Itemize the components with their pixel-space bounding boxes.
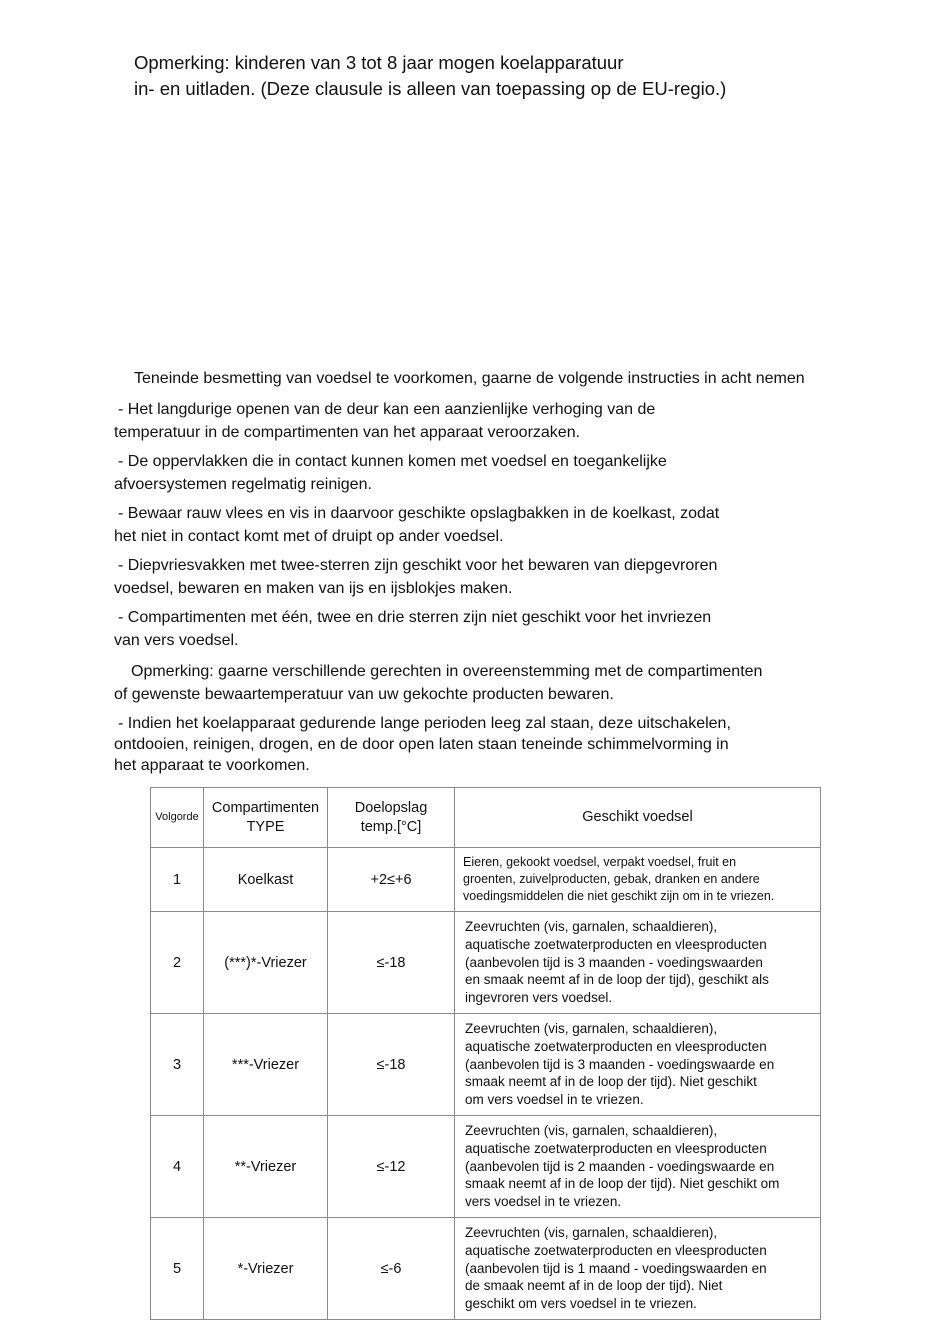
note-children-line-2: in- en uitladen. (Deze clausule is alleen van toepassing op de EU-regio.) [134,78,727,99]
food-line: Zeevruchten (vis, garnalen, schaaldieren), [465,1021,718,1036]
food-line: aquatische zoetwaterproducten en vleesproducten [465,1140,767,1156]
instruction-door-opening [114,398,834,444]
instruction-line: voedsel, bewaren en maken van ijs en ijsblokjes maken. [114,580,513,597]
food-line: (aanbevolen tijd is 2 maanden - voedingswaarde en [465,1158,775,1174]
cell-type: (***)*-Vriezer [204,912,328,1014]
food-line: Zeevruchten (vis, garnalen, schaaldieren), [465,1225,718,1240]
food-line: de smaak neemt af in de loop der tijd). Niet [465,1278,723,1294]
header-type-line-2: TYPE [246,818,285,835]
food-line: smaak neemt af in de loop der tijd). Niet geschikt om [465,1176,780,1192]
cell-food [455,1014,821,1116]
food-line: (aanbevolen tijd is 3 maanden - voedingswaarden [465,954,763,970]
instruction-line: - Indien het koelapparaat gedurende lange perioden leeg zal staan, deze uitschakelen, [118,715,731,732]
header-temp-line-2: temp.[°C] [360,818,422,835]
header-suitable-food: Geschikt voedsel [455,788,821,848]
food-line: aquatische zoetwaterproducten en vleesproducten [465,936,767,952]
instruction-two-star [114,554,834,600]
food-line: voedingsmiddelen die niet geschikt zijn om in te vriezen. [463,889,775,903]
contamination-intro: Teneinde besmetting van voedsel te voorkomen, gaarne de volgende instructies in acht nemen [134,370,805,387]
cell-order: 3 [151,1014,204,1116]
table-row [151,1116,821,1218]
food-line: (aanbevolen tijd is 3 maanden - voedingswaarde en [465,1056,775,1072]
food-line: ingevroren vers voedsel. [465,990,613,1006]
table-header-row [151,788,821,848]
instruction-line: - Het langdurige openen van de deur kan een aanzienlijke verhoging van de [118,401,656,418]
cell-order: 5 [151,1218,204,1320]
header-type-line-1: Compartimenten [211,799,320,816]
cell-temp: ≤-18 [328,1014,455,1116]
food-line: om vers voedsel in te vriezen. [465,1092,644,1108]
cell-type: **-Vriezer [204,1116,328,1218]
cell-temp: ≤-18 [328,912,455,1014]
table-row [151,848,821,912]
instruction-line: temperatuur in de compartimenten van het apparaat veroorzaken. [114,424,581,441]
header-order: Volgorde [151,788,204,848]
compartment-table [150,787,821,1320]
instruction-line: - Diepvriesvakken met twee-sterren zijn geschikt voor het bewaren van diepgevroren [118,557,718,574]
food-line: smaak neemt af in de loop der tijd). Niet geschikt [465,1074,757,1090]
instruction-line: het apparaat te voorkomen. [114,757,310,774]
cell-temp: ≤-6 [328,1218,455,1320]
instruction-line: - De oppervlakken die in contact kunnen komen met voedsel en toegankelijke [118,453,667,470]
cell-food [455,848,821,912]
food-line: groenten, zuivelproducten, gebak, dranken en andere [463,872,760,886]
food-line: Zeevruchten (vis, garnalen, schaaldieren), [465,1123,718,1138]
note-storage [114,660,834,706]
instruction-line: - Compartimenten met één, twee en drie sterren zijn niet geschikt voor het invriezen [118,609,712,626]
instruction-line: van vers voedsel. [114,632,239,649]
header-target-temp [328,788,455,848]
instruction-star-compartments [114,606,834,652]
food-line: vers voedsel in te vriezen. [465,1194,622,1210]
note-children [134,50,854,102]
cell-type: Koelkast [204,848,328,912]
instruction-line: het niet in contact komt met of druipt op ander voedsel. [114,528,504,545]
cell-type: *-Vriezer [204,1218,328,1320]
header-compartment-type [204,788,328,848]
instruction-empty-appliance [114,713,834,776]
cell-temp: +2≤+6 [328,848,455,912]
food-line: aquatische zoetwaterproducten en vleesproducten [465,1038,767,1054]
note-storage-line: of gewenste bewaartemperatuur van uw gekochte producten bewaren. [114,686,614,703]
instruction-line: ontdooien, reinigen, drogen, en de door open laten staan teneinde schimmelvorming in [114,736,729,753]
cell-order: 4 [151,1116,204,1218]
instruction-line: - Bewaar rauw vlees en vis in daarvoor geschikte opslagbakken in de koelkast, zodat [118,505,720,522]
cell-food [455,1218,821,1320]
cell-food [455,912,821,1014]
cell-food [455,1116,821,1218]
table-row [151,912,821,1014]
food-line: geschikt om vers voedsel in te vriezen. [465,1296,697,1312]
cell-type: ***-Vriezer [204,1014,328,1116]
food-line: en smaak neemt af in de loop der tijd), geschikt als [465,972,769,988]
cell-order: 1 [151,848,204,912]
instruction-line: afvoersystemen regelmatig reinigen. [114,476,372,493]
cell-temp: ≤-12 [328,1116,455,1218]
note-children-line-1: Opmerking: kinderen van 3 tot 8 jaar mogen koelapparatuur [134,52,624,73]
table-row [151,1218,821,1320]
table-row [151,1014,821,1116]
header-temp-line-1: Doelopslag [354,799,428,816]
food-line: aquatische zoetwaterproducten en vleesproducten [465,1242,767,1258]
instruction-clean-surfaces [114,450,834,496]
cell-order: 2 [151,912,204,1014]
instruction-raw-meat [114,502,834,548]
food-line: Zeevruchten (vis, garnalen, schaaldieren), [465,919,718,934]
note-storage-line: Opmerking: gaarne verschillende gerechten in overeenstemming met de compartimenten [131,663,763,680]
food-line: (aanbevolen tijd is 1 maand - voedingswaarden en [465,1260,767,1276]
food-line: Eieren, gekookt voedsel, verpakt voedsel, fruit en [463,855,737,869]
